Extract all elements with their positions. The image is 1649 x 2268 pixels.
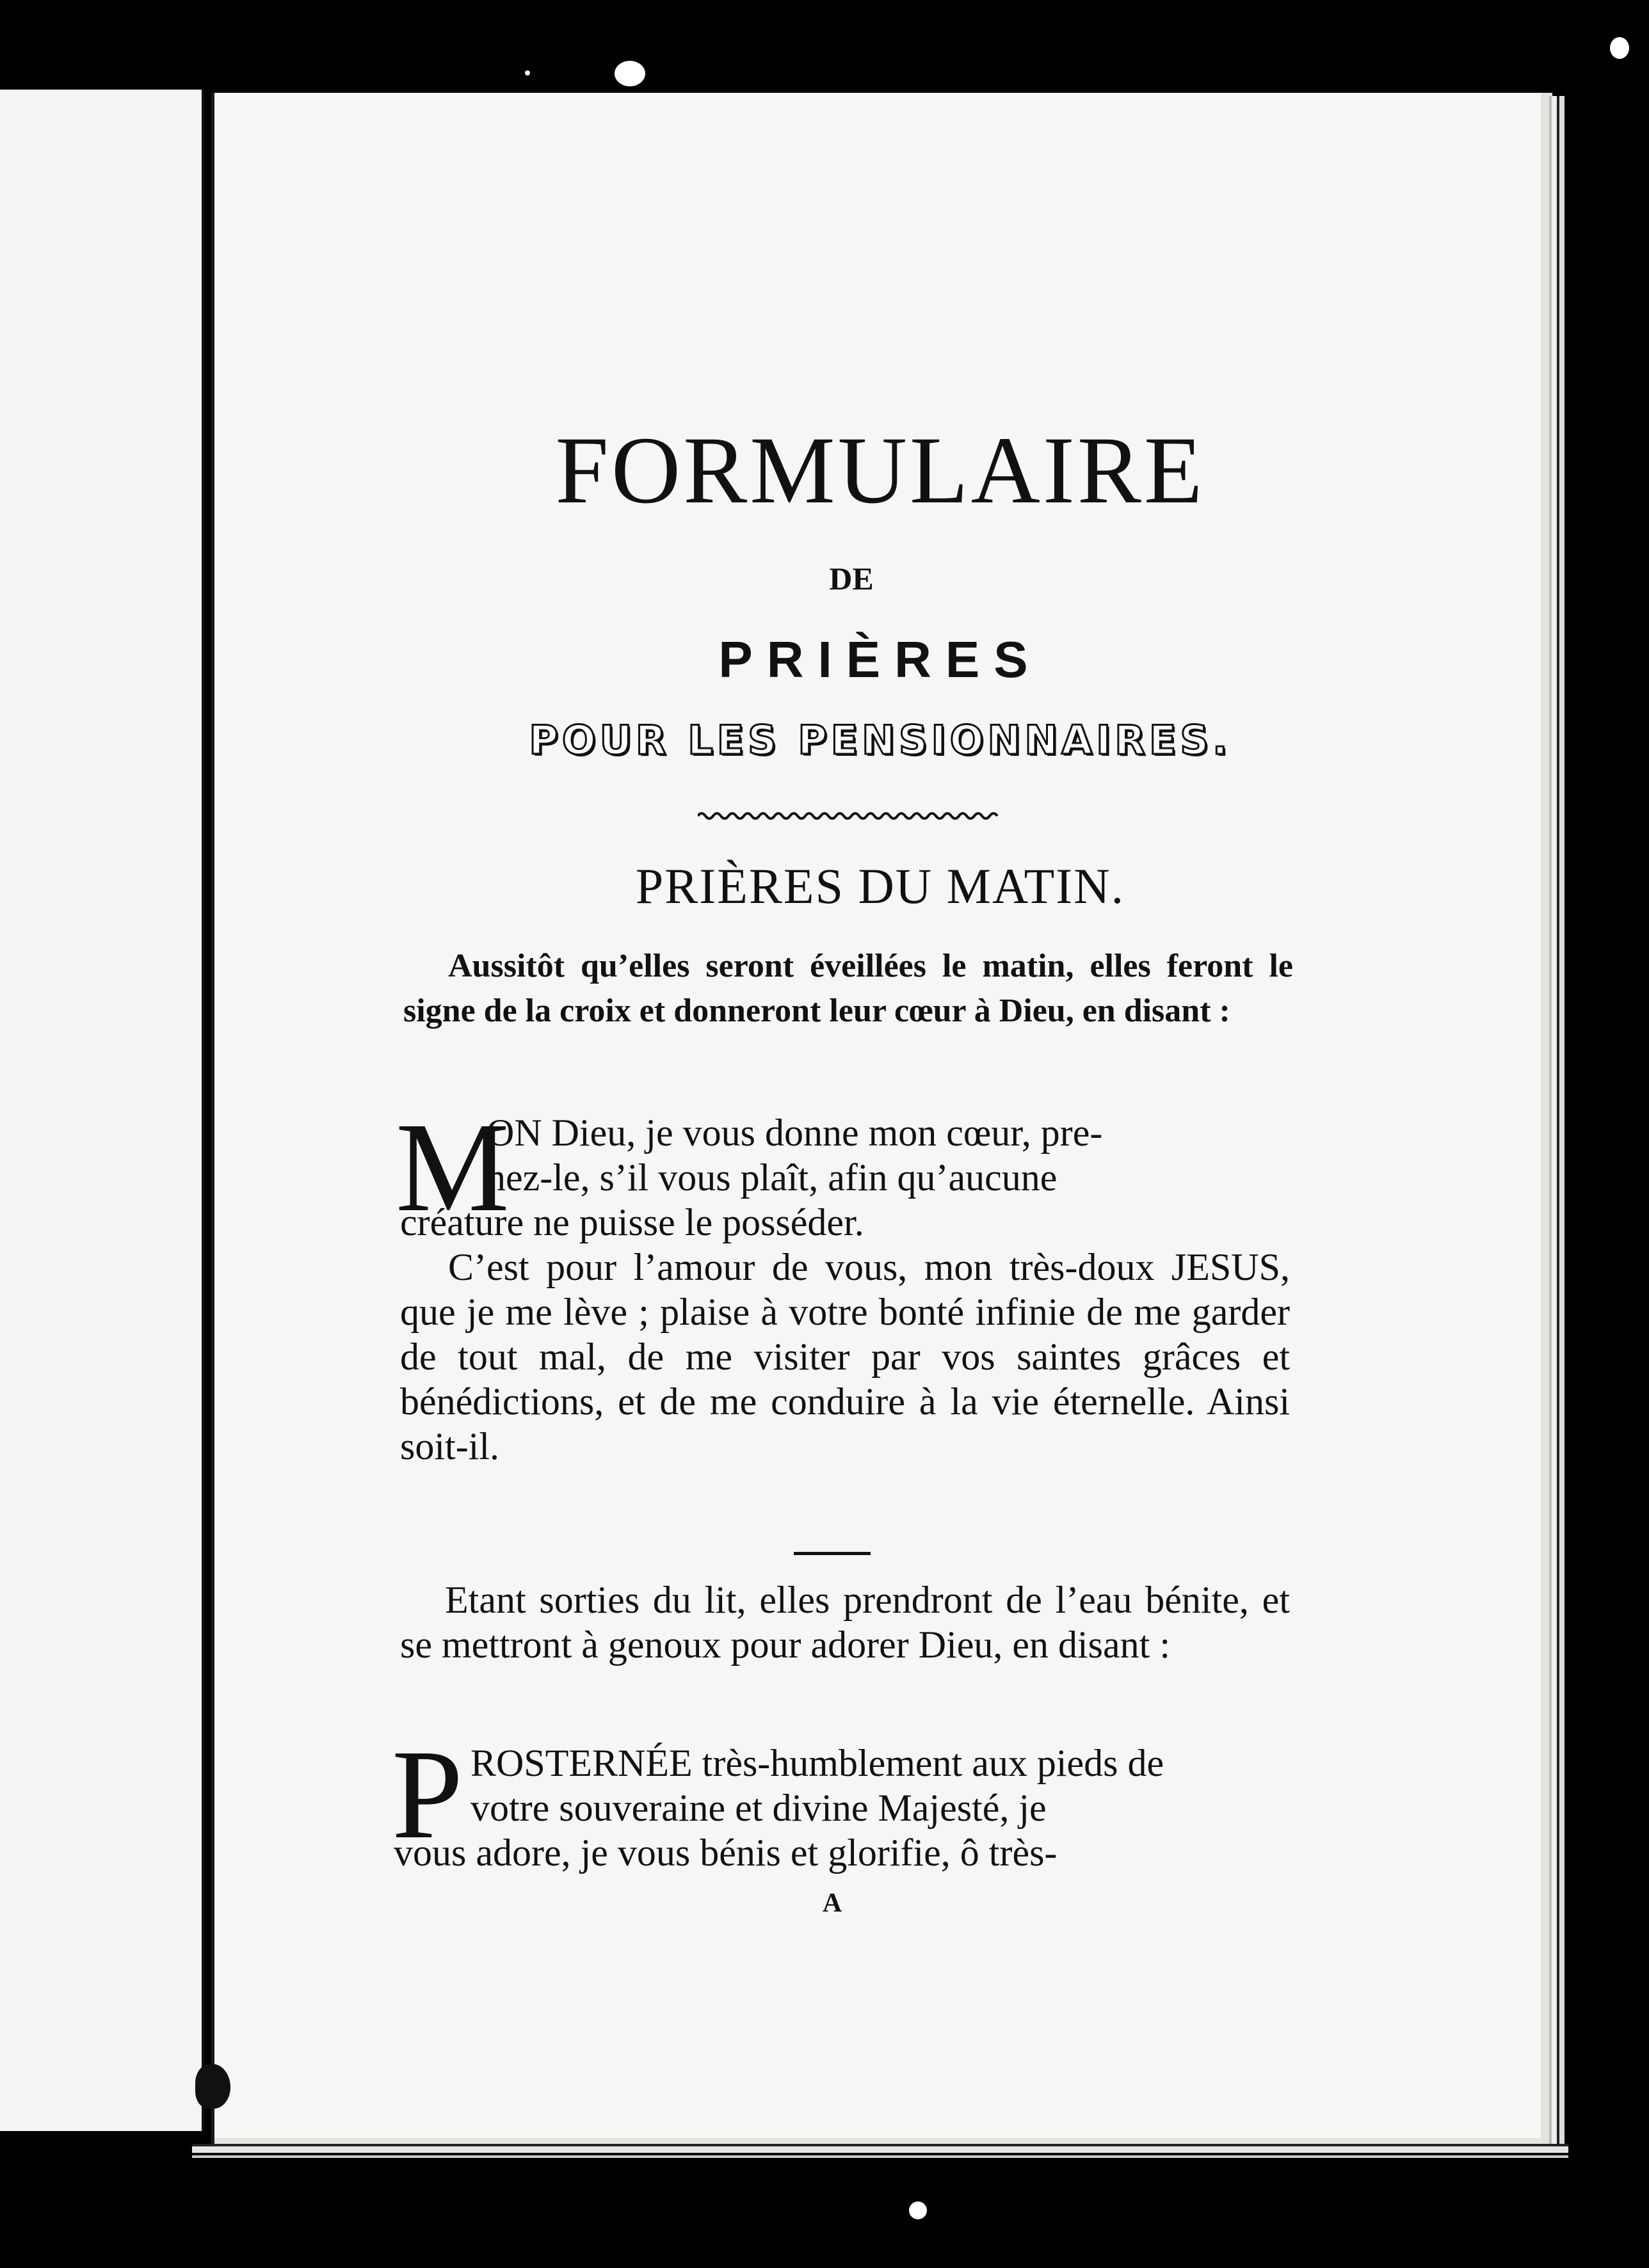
prayer-1-line-2: nez-le, s’il vous plaît, afin qu’aucune [487,1156,1058,1199]
speck [525,70,530,76]
drop-cap-p: P [392,1724,463,1865]
book-subject: PRIÈRES [718,631,1042,688]
speck [1610,37,1629,59]
section-rule [794,1552,871,1555]
speck [615,61,645,86]
prayer-1-line-1: ON Dieu, je vous donne mon cœur, pre- [487,1112,1103,1154]
drop-cap-m: M [396,1097,510,1238]
prayer-2: C’est pour l’amour de vous, mon très-doux JESUS, que je me lève ; plaise à votre bonté infinie de me garder de tout mal, de me visiter par vos saintes grâces et bénédictions, et de me conduire à la vie éternelle. Ainsi soit-il. [400,1246,1290,1467]
section-heading: PRIÈRES DU MATIN. [635,858,1125,914]
signature-mark: A [822,1889,842,1918]
instruction-1: Aussitôt qu’elles seront éveillées le matin, elles feront le signe de la croix et donneront leur cœur à Dieu, en disant : [403,948,1293,1029]
ink-blot [195,2064,230,2109]
left-facing-page [0,90,204,2131]
prayer-3-line-1: ROSTERNÉE très-humblement aux pieds de [471,1742,1164,1784]
instruction-2: Etant sorties du lit, elles prendront de l’eau bénite, et se mettront à genoux pour adorer Dieu, en disant : [400,1579,1290,1666]
prayer-1-rest: créature ne puisse le posséder. [400,1201,864,1243]
book-title: FORMULAIRE [555,417,1205,523]
prayer-3-rest: vous adore, je vous bénis et glorifie, ô très- [394,1832,1058,1874]
title-connector: DE [829,561,874,596]
page-bottom-edge [192,2144,1568,2158]
speck [909,2201,927,2219]
prayer-3-line-2: votre souveraine et divine Majesté, je [471,1787,1047,1829]
book-audience: POUR LES PENSIONNAIRES. [529,717,1232,763]
wavy-ornament [698,810,999,822]
page-edge [1549,96,1565,2144]
